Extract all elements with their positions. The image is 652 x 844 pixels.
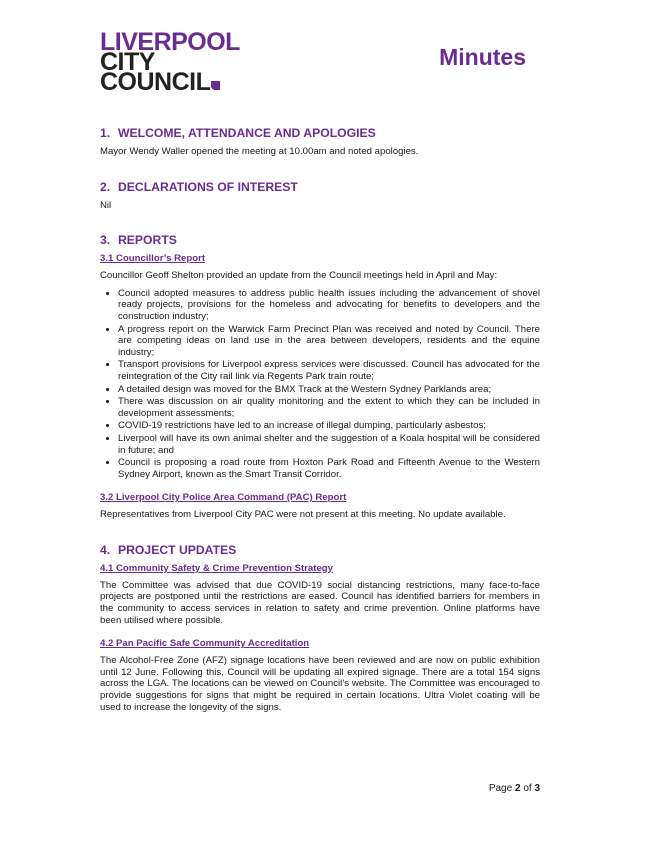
- list-item: • COVID-19 restrictions have led to an increase of illegal dumping, particularly asbestos;: [118, 420, 540, 432]
- subsection-crime-prevention: [100, 563, 540, 626]
- list-item: • Council adopted measures to address public health issues including the advancement of shovel ready projects, provisions for the homeless and advocating for benefits to developers and the construction industry;: [118, 288, 540, 323]
- subsection-text: The Committee was advised that due COVID-19 social distancing restrictions, many face-to-face projects are postponed until the restrictions are eased. Council has identified barriers for members in the community to access services in relation to safety and crime prevention. Online platforms have been utilised where possible.: [100, 579, 540, 626]
- section-welcome: [100, 126, 540, 158]
- section-reports: [100, 233, 540, 521]
- page-label: Page: [488, 783, 513, 794]
- subsection-title: 4.1 Community Safety & Crime Prevention Strategy: [100, 562, 333, 574]
- section-number: 1.: [100, 126, 111, 140]
- section-heading: [100, 126, 540, 140]
- section-title: PROJECT UPDATES: [118, 542, 237, 557]
- subsection-intro: Councillor Geoff Shelton provided an update from the Council meetings held in April and May:: [100, 270, 498, 282]
- list-item: • Council is proposing a road route from Hoxton Park Road and Fifteenth Avenue to the Western Sydney Airport, known as the Smart Transit Corridor.: [118, 457, 540, 480]
- section-text: Mayor Wendy Waller opened the meeting at 10.00am and noted apologies.: [100, 146, 419, 157]
- document-title: Minutes: [439, 44, 526, 70]
- section-project-updates: [100, 543, 540, 713]
- section-heading: [100, 233, 540, 247]
- section-title: DECLARATIONS OF INTEREST: [118, 179, 298, 194]
- subsection-text: Representatives from Liverpool City PAC were not present at this meeting. No update available.: [100, 509, 506, 521]
- section-title: REPORTS: [118, 233, 177, 248]
- section-number: 3.: [100, 233, 111, 248]
- minutes-body: [100, 126, 540, 735]
- bullet-list: [100, 288, 540, 481]
- section-declarations: [100, 180, 540, 212]
- list-item: • Transport provisions for Liverpool express services were discussed. Council has advocated for the reintegration of the City rail link via Regents Park train route;: [118, 359, 540, 382]
- subsection-safe-community: [100, 638, 540, 713]
- section-heading: [100, 180, 540, 194]
- subsection-text: The Alcohol-Free Zone (AFZ) signage locations have been reviewed and are now on public exhibition until 12 June. Following this, Council will be updating all expired signage. There are a total 154 signs across the LGA. The locations can be viewed on Council’s website. The Committee was encouraged to provide suggestions for signs that might be required in certain locations. Ultra Violet coating will be used to increase the longevity of the signs.: [100, 655, 540, 713]
- page-total: 3: [534, 783, 540, 794]
- section-heading: [100, 543, 540, 557]
- section-number: 2.: [100, 179, 111, 194]
- list-item: • A detailed design was moved for the BMX Track at the Western Sydney Parklands area;: [118, 384, 540, 396]
- page-number: [489, 783, 540, 794]
- page-current: 2: [514, 783, 521, 794]
- subsection-police-report: [100, 492, 540, 521]
- council-logo: [100, 28, 240, 96]
- subsection-councillor-report: [100, 253, 540, 480]
- logo-line-3: COUNCIL: [100, 68, 211, 96]
- section-number: 4.: [100, 542, 111, 557]
- subsection-title: 4.2 Pan Pacific Safe Community Accreditation: [100, 638, 310, 650]
- logo-line-1: LIVERPOOL: [100, 28, 240, 56]
- list-item: • There was discussion on air quality monitoring and the extent to which they can be included in development assessments;: [118, 396, 540, 419]
- section-text: Nil: [100, 199, 112, 211]
- page-of: of: [523, 783, 532, 794]
- subsection-title: 3.1 Councillor’s Report: [100, 253, 206, 265]
- subsection-title: 3.2 Liverpool City Police Area Command (PAC) Report: [100, 492, 347, 504]
- list-item: • A progress report on the Warwick Farm Precinct Plan was received and noted by Council. There are competing ideas on land use in the area between developers, residents and the equine industry;: [118, 324, 540, 359]
- list-item: • Liverpool will have its own animal shelter and the suggestion of a Koala hospital will be considered in future; and: [118, 433, 540, 456]
- section-title: WELCOME, ATTENDANCE AND APOLOGIES: [118, 126, 376, 140]
- logo-line-2: CITY: [100, 48, 155, 76]
- logo-mark-icon: [211, 81, 220, 90]
